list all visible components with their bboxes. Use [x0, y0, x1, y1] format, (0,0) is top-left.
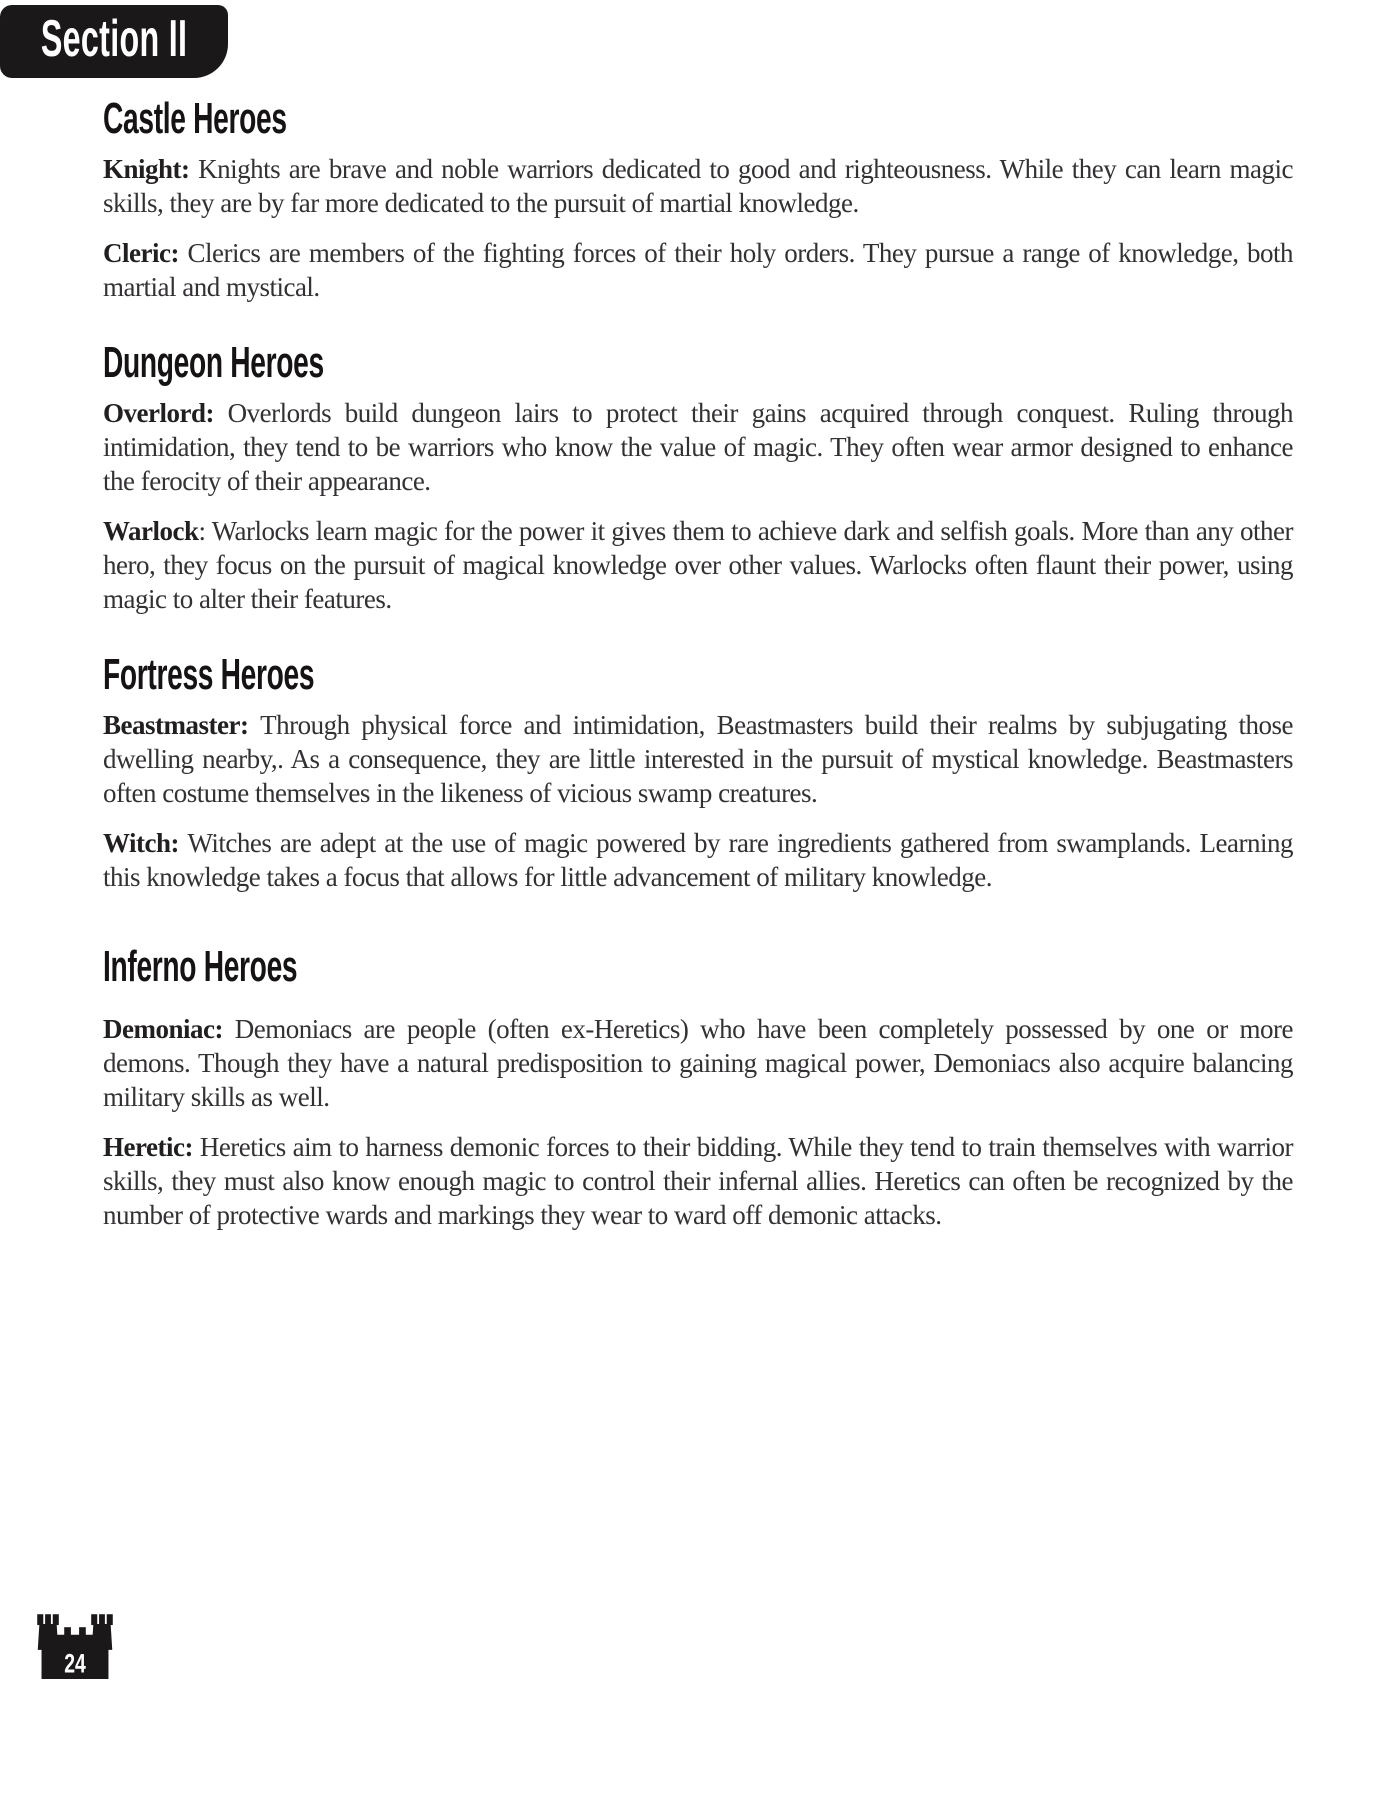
- hero-body-cleric: Clerics are members of the fighting forces of their holy orders. They pursue a range of knowledge, both martial and mystical.: [103, 238, 1294, 302]
- hero-body-heretic: Heretics aim to harness demonic forces to their bidding. While they tend to train themselves with warrior skills, they must also know enough magic to control their infernal allies. Heretics can often be recognized by the number of protective wards and markings they wear to ward off demonic attacks.: [103, 1132, 1294, 1230]
- paragraph-heretic: [103, 1130, 1293, 1232]
- section-banner-label: Section II: [40, 9, 188, 68]
- hero-label-cleric: Cleric:: [103, 238, 188, 268]
- section-banner: [0, 5, 228, 78]
- paragraph-witch: [103, 826, 1293, 894]
- heading-dungeon-heroes: [103, 340, 1293, 386]
- page-number: 24: [64, 1648, 86, 1679]
- hero-body-warlock: : Warlocks learn magic for the power it gives them to achieve dark and selfish goals. More than any other hero, they focus on the pursuit of magical knowledge over other values. Warlocks often flaunt their power, using magic to alter their features.: [103, 516, 1293, 614]
- heading-inferno-heroes-text: Inferno Heroes: [103, 942, 298, 991]
- paragraph-knight: [103, 152, 1293, 220]
- paragraph-warlock: [103, 514, 1293, 616]
- hero-label-beastmaster: Beastmaster:: [103, 710, 261, 740]
- hero-label-warlock: Warlock: [103, 516, 199, 546]
- heading-fortress-heroes: [103, 652, 1293, 698]
- heading-fortress-heroes-text: Fortress Heroes: [103, 650, 315, 699]
- paragraph-demoniac: [103, 1012, 1293, 1114]
- paragraph-overlord: [103, 396, 1293, 498]
- page-content: [103, 96, 1293, 1248]
- hero-label-witch: Witch:: [103, 828, 188, 858]
- heading-dungeon-heroes-text: Dungeon Heroes: [103, 338, 324, 387]
- hero-body-witch: Witches are adept at the use of magic powered by rare ingredients gathered from swamplands. Learning this knowledge takes a focus that allows for little advancement of military knowledge.: [103, 828, 1293, 892]
- hero-label-knight: Knight:: [103, 154, 199, 184]
- castle-icon: [36, 1611, 114, 1679]
- paragraph-cleric: [103, 236, 1293, 304]
- hero-body-beastmaster: Through physical force and intimidation, Beastmasters build their realms by subjugating those dwelling nearby,. As a consequence, they are little interested in the pursuit of mystical knowledge. Beastmasters often costume themselves in the likeness of vicious swamp creatures.: [103, 710, 1293, 808]
- hero-body-knight: Knights are brave and noble warriors dedicated to good and righteousness. While they can learn magic skills, they are by far more dedicated to the pursuit of martial knowledge.: [103, 154, 1293, 218]
- hero-body-overlord: Overlords build dungeon lairs to protect their gains acquired through conquest. Ruling through intimidation, they tend to be warriors who know the value of magic. They often wear armor designed to enhance the ferocity of their appearance.: [103, 398, 1293, 496]
- heading-castle-heroes: [103, 96, 1293, 142]
- heading-castle-heroes-text: Castle Heroes: [103, 94, 287, 143]
- hero-label-demoniac: Demoniac:: [103, 1014, 235, 1044]
- hero-label-overlord: Overlord:: [103, 398, 228, 428]
- hero-label-heretic: Heretic:: [103, 1132, 200, 1162]
- heading-inferno-heroes: [103, 944, 1293, 990]
- paragraph-beastmaster: [103, 708, 1293, 810]
- page-footer: [36, 1611, 114, 1679]
- hero-body-demoniac: Demoniacs are people (often ex-Heretics) who have been completely possessed by one or more demons. Though they have a natural predisposition to gaining magical power, Demoniacs also acquire balancing military skills as well.: [103, 1014, 1293, 1112]
